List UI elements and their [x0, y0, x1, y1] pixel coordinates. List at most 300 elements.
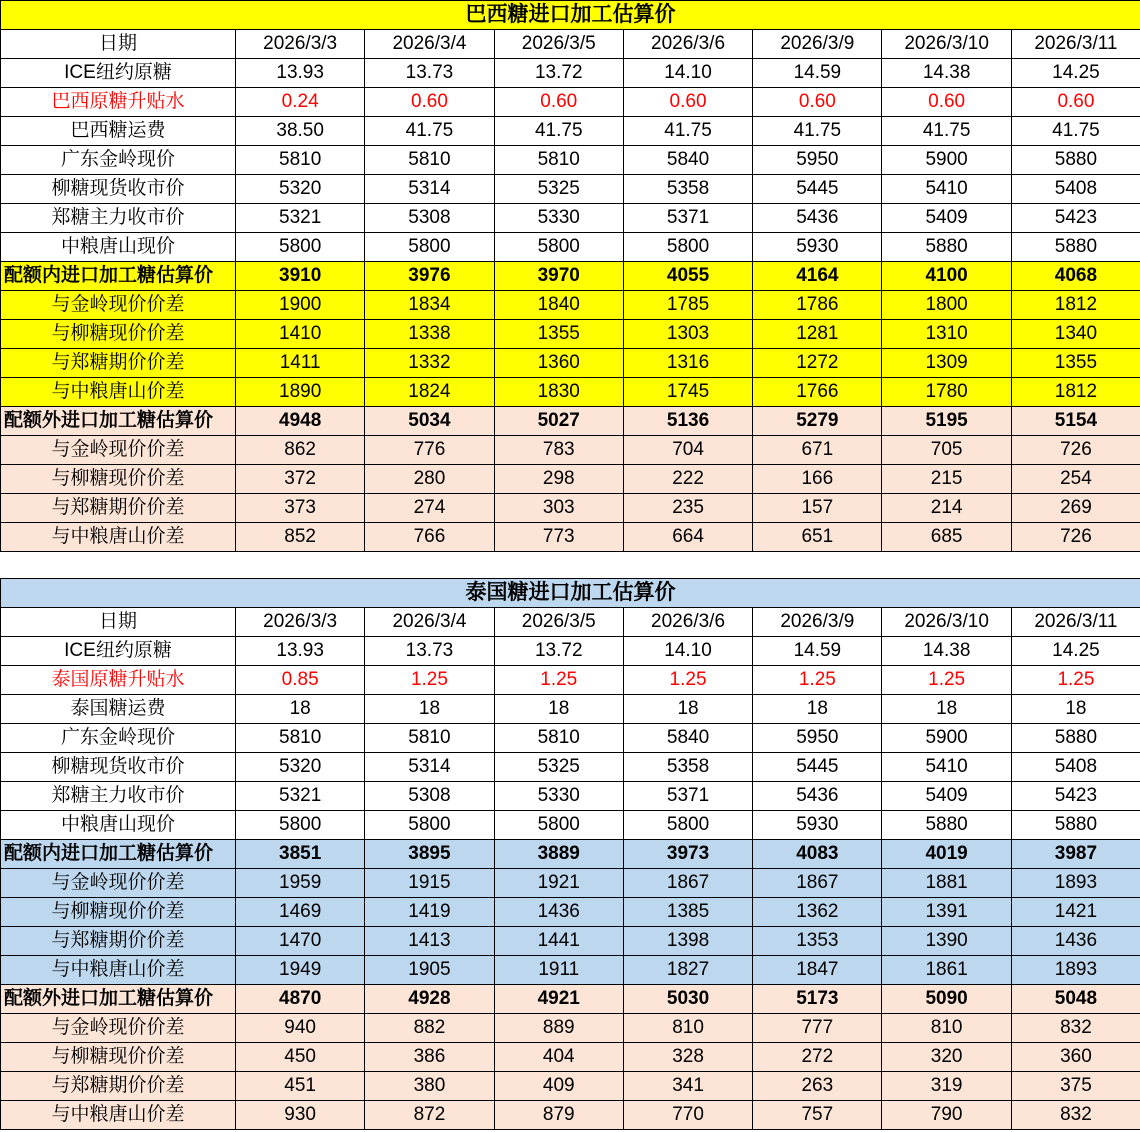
data-cell: 5810 [365, 724, 494, 753]
data-cell: 5034 [365, 407, 494, 436]
data-cell: 1890 [236, 378, 365, 407]
data-cell: 5330 [494, 782, 623, 811]
data-cell: 726 [1011, 523, 1140, 552]
data-cell: 18 [236, 695, 365, 724]
data-cell: 852 [236, 523, 365, 552]
table-row [1, 695, 1140, 724]
data-cell: 5810 [236, 724, 365, 753]
table-row [1, 869, 1140, 898]
data-cell: 1.25 [1011, 666, 1140, 695]
table-row [1, 233, 1140, 262]
row-label: 与郑糖期价价差 [1, 927, 236, 956]
row-label: 郑糖主力收市价 [1, 782, 236, 811]
data-cell: 1391 [882, 898, 1011, 927]
data-cell: 1824 [365, 378, 494, 407]
data-cell: 5308 [365, 782, 494, 811]
data-cell: 5320 [236, 753, 365, 782]
row-label: 配额内进口加工糖估算价 [1, 262, 236, 291]
row-label: 与郑糖期价价差 [1, 349, 236, 378]
data-cell: 5136 [623, 407, 752, 436]
data-cell: 766 [365, 523, 494, 552]
data-cell: 4100 [882, 262, 1011, 291]
data-cell: 5358 [623, 753, 752, 782]
row-label: 与中粮唐山价差 [1, 1101, 236, 1130]
data-cell: 1766 [753, 378, 882, 407]
data-cell: 5030 [623, 985, 752, 1014]
data-cell: 1436 [494, 898, 623, 927]
data-cell: 1309 [882, 349, 1011, 378]
date-row-label: 日期 [1, 30, 236, 59]
data-cell: 1827 [623, 956, 752, 985]
data-cell: 13.93 [236, 637, 365, 666]
data-cell: 5810 [236, 146, 365, 175]
data-cell: 5800 [623, 811, 752, 840]
data-cell: 5950 [753, 724, 882, 753]
data-cell: 5173 [753, 985, 882, 1014]
data-cell: 1355 [494, 320, 623, 349]
data-cell: 18 [1011, 695, 1140, 724]
table-row [1, 1014, 1140, 1043]
data-cell: 5800 [623, 233, 752, 262]
data-cell: 777 [753, 1014, 882, 1043]
date-cell: 2026/3/9 [753, 30, 882, 59]
data-cell: 1340 [1011, 320, 1140, 349]
data-cell: 13.72 [494, 637, 623, 666]
data-cell: 14.38 [882, 59, 1011, 88]
data-cell: 360 [1011, 1043, 1140, 1072]
data-cell: 5321 [236, 204, 365, 233]
data-cell: 41.75 [1011, 117, 1140, 146]
row-label: 广东金岭现价 [1, 146, 236, 175]
row-label: 柳糖现货收市价 [1, 753, 236, 782]
table-row [1, 898, 1140, 927]
data-cell: 930 [236, 1101, 365, 1130]
data-cell: 41.75 [623, 117, 752, 146]
data-cell: 380 [365, 1072, 494, 1101]
data-cell: 14.25 [1011, 637, 1140, 666]
data-cell: 1949 [236, 956, 365, 985]
data-cell: 776 [365, 436, 494, 465]
data-cell: 5880 [882, 811, 1011, 840]
data-cell: 1881 [882, 869, 1011, 898]
data-cell: 4870 [236, 985, 365, 1014]
data-cell: 0.60 [1011, 88, 1140, 117]
data-cell: 0.60 [753, 88, 882, 117]
data-cell: 1410 [236, 320, 365, 349]
data-cell: 38.50 [236, 117, 365, 146]
row-label: 与柳糖现价价差 [1, 1043, 236, 1072]
data-cell: 1470 [236, 927, 365, 956]
date-cell: 2026/3/5 [494, 30, 623, 59]
table-row [1, 811, 1140, 840]
data-cell: 328 [623, 1043, 752, 1072]
row-label: 与郑糖期价价差 [1, 1072, 236, 1101]
data-cell: 0.85 [236, 666, 365, 695]
data-cell: 5321 [236, 782, 365, 811]
data-cell: 1332 [365, 349, 494, 378]
data-cell: 5423 [1011, 782, 1140, 811]
data-cell: 280 [365, 465, 494, 494]
row-label: 与柳糖现价价差 [1, 465, 236, 494]
data-cell: 5880 [882, 233, 1011, 262]
data-cell: 5800 [365, 233, 494, 262]
data-cell: 5900 [882, 724, 1011, 753]
data-cell: 375 [1011, 1072, 1140, 1101]
data-cell: 1893 [1011, 956, 1140, 985]
data-cell: 5371 [623, 782, 752, 811]
data-cell: 4055 [623, 262, 752, 291]
data-cell: 1360 [494, 349, 623, 378]
row-label: 郑糖主力收市价 [1, 204, 236, 233]
table-row [1, 523, 1140, 552]
table-title: 泰国糖进口加工估算价 [1, 579, 1140, 608]
data-cell: 1847 [753, 956, 882, 985]
data-cell: 5880 [1011, 811, 1140, 840]
data-cell: 13.93 [236, 59, 365, 88]
date-cell: 2026/3/4 [365, 608, 494, 637]
data-cell: 14.38 [882, 637, 1011, 666]
row-label: 与柳糖现价价差 [1, 320, 236, 349]
data-cell: 1316 [623, 349, 752, 378]
data-cell: 3889 [494, 840, 623, 869]
data-cell: 13.73 [365, 637, 494, 666]
row-label: 中粮唐山现价 [1, 233, 236, 262]
data-cell: 373 [236, 494, 365, 523]
data-cell: 404 [494, 1043, 623, 1072]
table-row [1, 465, 1140, 494]
row-label: 与金岭现价价差 [1, 291, 236, 320]
data-cell: 4083 [753, 840, 882, 869]
data-cell: 1.25 [494, 666, 623, 695]
data-cell: 1911 [494, 956, 623, 985]
data-cell: 0.60 [623, 88, 752, 117]
data-cell: 1900 [236, 291, 365, 320]
data-cell: 14.25 [1011, 59, 1140, 88]
data-cell: 215 [882, 465, 1011, 494]
data-cell: 5358 [623, 175, 752, 204]
data-cell: 214 [882, 494, 1011, 523]
data-cell: 5800 [236, 811, 365, 840]
row-label: 巴西糖运费 [1, 117, 236, 146]
data-cell: 386 [365, 1043, 494, 1072]
table-row [1, 349, 1140, 378]
data-cell: 5027 [494, 407, 623, 436]
data-cell: 1281 [753, 320, 882, 349]
data-cell: 5840 [623, 146, 752, 175]
date-cell: 2026/3/4 [365, 30, 494, 59]
table-row [1, 494, 1140, 523]
table-row [1, 927, 1140, 956]
data-cell: 726 [1011, 436, 1140, 465]
table-gap [0, 552, 1140, 578]
data-cell: 1.25 [365, 666, 494, 695]
data-cell: 5930 [753, 811, 882, 840]
data-cell: 1398 [623, 927, 752, 956]
table-row [1, 782, 1140, 811]
brazil-sugar-table [0, 0, 1140, 552]
row-label: 配额内进口加工糖估算价 [1, 840, 236, 869]
data-cell: 4164 [753, 262, 882, 291]
data-cell: 5930 [753, 233, 882, 262]
data-cell: 1469 [236, 898, 365, 927]
data-cell: 1362 [753, 898, 882, 927]
data-cell: 5880 [1011, 724, 1140, 753]
data-cell: 704 [623, 436, 752, 465]
data-cell: 1385 [623, 898, 752, 927]
data-cell: 3895 [365, 840, 494, 869]
data-cell: 263 [753, 1072, 882, 1101]
data-cell: 18 [365, 695, 494, 724]
data-cell: 0.60 [365, 88, 494, 117]
data-cell: 783 [494, 436, 623, 465]
data-cell: 790 [882, 1101, 1011, 1130]
data-cell: 1355 [1011, 349, 1140, 378]
data-cell: 274 [365, 494, 494, 523]
data-cell: 41.75 [494, 117, 623, 146]
data-cell: 5800 [236, 233, 365, 262]
table-row [1, 59, 1140, 88]
row-label: ICE纽约原糖 [1, 59, 236, 88]
data-cell: 1390 [882, 927, 1011, 956]
row-label: 与金岭现价价差 [1, 869, 236, 898]
data-cell: 872 [365, 1101, 494, 1130]
table-row [1, 1101, 1140, 1130]
row-label: 与郑糖期价价差 [1, 494, 236, 523]
data-cell: 1785 [623, 291, 752, 320]
data-cell: 303 [494, 494, 623, 523]
data-cell: 14.10 [623, 59, 752, 88]
data-cell: 862 [236, 436, 365, 465]
data-cell: 5314 [365, 753, 494, 782]
data-cell: 5154 [1011, 407, 1140, 436]
data-cell: 5423 [1011, 204, 1140, 233]
data-cell: 5436 [753, 782, 882, 811]
data-cell: 5800 [494, 233, 623, 262]
data-cell: 272 [753, 1043, 882, 1072]
table-row [1, 1043, 1140, 1072]
data-cell: 1812 [1011, 291, 1140, 320]
data-cell: 1893 [1011, 869, 1140, 898]
data-cell: 882 [365, 1014, 494, 1043]
data-cell: 5900 [882, 146, 1011, 175]
row-label: 与金岭现价价差 [1, 1014, 236, 1043]
date-cell: 2026/3/11 [1011, 608, 1140, 637]
row-label: 广东金岭现价 [1, 724, 236, 753]
table-row [1, 262, 1140, 291]
data-cell: 5195 [882, 407, 1011, 436]
data-cell: 1413 [365, 927, 494, 956]
data-cell: 3970 [494, 262, 623, 291]
data-cell: 41.75 [753, 117, 882, 146]
data-cell: 0.60 [494, 88, 623, 117]
data-cell: 5410 [882, 175, 1011, 204]
data-cell: 5320 [236, 175, 365, 204]
row-label: 与中粮唐山价差 [1, 956, 236, 985]
data-cell: 3851 [236, 840, 365, 869]
table-row [1, 88, 1140, 117]
date-cell: 2026/3/5 [494, 608, 623, 637]
data-cell: 41.75 [882, 117, 1011, 146]
data-cell: 14.59 [753, 637, 882, 666]
data-cell: 5409 [882, 204, 1011, 233]
date-cell: 2026/3/6 [623, 608, 752, 637]
data-cell: 5279 [753, 407, 882, 436]
data-cell: 773 [494, 523, 623, 552]
data-cell: 409 [494, 1072, 623, 1101]
data-cell: 5810 [365, 146, 494, 175]
data-cell: 1800 [882, 291, 1011, 320]
data-cell: 1812 [1011, 378, 1140, 407]
data-cell: 5445 [753, 175, 882, 204]
data-cell: 705 [882, 436, 1011, 465]
table-row [1, 117, 1140, 146]
data-cell: 5880 [1011, 146, 1140, 175]
data-cell: 1905 [365, 956, 494, 985]
row-label: ICE纽约原糖 [1, 637, 236, 666]
data-cell: 1834 [365, 291, 494, 320]
table-row [1, 407, 1140, 436]
table-row [1, 666, 1140, 695]
data-cell: 1861 [882, 956, 1011, 985]
table-row [1, 637, 1140, 666]
data-cell: 5810 [494, 146, 623, 175]
table-row [1, 291, 1140, 320]
data-cell: 1.25 [623, 666, 752, 695]
data-cell: 320 [882, 1043, 1011, 1072]
data-cell: 810 [882, 1014, 1011, 1043]
date-cell: 2026/3/3 [236, 30, 365, 59]
date-row-label: 日期 [1, 608, 236, 637]
table-title: 巴西糖进口加工估算价 [1, 1, 1140, 30]
data-cell: 451 [236, 1072, 365, 1101]
data-cell: 5410 [882, 753, 1011, 782]
data-cell: 4921 [494, 985, 623, 1014]
row-label: 与金岭现价价差 [1, 436, 236, 465]
data-cell: 1419 [365, 898, 494, 927]
row-label: 与中粮唐山价差 [1, 378, 236, 407]
data-cell: 4928 [365, 985, 494, 1014]
data-cell: 41.75 [365, 117, 494, 146]
data-cell: 832 [1011, 1101, 1140, 1130]
data-cell: 4019 [882, 840, 1011, 869]
data-cell: 810 [623, 1014, 752, 1043]
data-cell: 5409 [882, 782, 1011, 811]
table-row [1, 146, 1140, 175]
date-cell: 2026/3/11 [1011, 30, 1140, 59]
date-cell: 2026/3/10 [882, 30, 1011, 59]
data-cell: 3973 [623, 840, 752, 869]
data-cell: 664 [623, 523, 752, 552]
data-cell: 5800 [494, 811, 623, 840]
data-cell: 157 [753, 494, 882, 523]
data-cell: 5371 [623, 204, 752, 233]
data-cell: 1310 [882, 320, 1011, 349]
data-cell: 4948 [236, 407, 365, 436]
data-cell: 1303 [623, 320, 752, 349]
data-cell: 4068 [1011, 262, 1140, 291]
data-cell: 1867 [623, 869, 752, 898]
data-cell: 5436 [753, 204, 882, 233]
data-cell: 1780 [882, 378, 1011, 407]
data-cell: 0.60 [882, 88, 1011, 117]
data-cell: 1441 [494, 927, 623, 956]
data-cell: 13.72 [494, 59, 623, 88]
data-cell: 5408 [1011, 753, 1140, 782]
table-row [1, 1072, 1140, 1101]
data-cell: 1272 [753, 349, 882, 378]
data-cell: 18 [882, 695, 1011, 724]
table-row [1, 204, 1140, 233]
data-cell: 14.10 [623, 637, 752, 666]
data-cell: 450 [236, 1043, 365, 1072]
data-cell: 298 [494, 465, 623, 494]
data-cell: 1436 [1011, 927, 1140, 956]
row-label: 与柳糖现价价差 [1, 898, 236, 927]
data-cell: 5810 [494, 724, 623, 753]
data-cell: 671 [753, 436, 882, 465]
data-cell: 18 [623, 695, 752, 724]
data-cell: 5325 [494, 753, 623, 782]
row-label: 泰国原糖升贴水 [1, 666, 236, 695]
data-cell: 269 [1011, 494, 1140, 523]
date-cell: 2026/3/6 [623, 30, 752, 59]
row-label: 泰国糖运费 [1, 695, 236, 724]
data-cell: 1915 [365, 869, 494, 898]
table-row [1, 985, 1140, 1014]
data-cell: 940 [236, 1014, 365, 1043]
data-cell: 1921 [494, 869, 623, 898]
data-cell: 372 [236, 465, 365, 494]
data-cell: 5445 [753, 753, 882, 782]
row-label: 与中粮唐山价差 [1, 523, 236, 552]
data-cell: 18 [494, 695, 623, 724]
data-cell: 1786 [753, 291, 882, 320]
data-cell: 222 [623, 465, 752, 494]
data-cell: 1.25 [753, 666, 882, 695]
data-cell: 5950 [753, 146, 882, 175]
data-cell: 5800 [365, 811, 494, 840]
table-row [1, 378, 1140, 407]
row-label: 柳糖现货收市价 [1, 175, 236, 204]
data-cell: 5308 [365, 204, 494, 233]
data-cell: 832 [1011, 1014, 1140, 1043]
data-cell: 3987 [1011, 840, 1140, 869]
table-row [1, 753, 1140, 782]
data-cell: 1353 [753, 927, 882, 956]
data-cell: 319 [882, 1072, 1011, 1101]
data-cell: 0.24 [236, 88, 365, 117]
data-cell: 5330 [494, 204, 623, 233]
data-cell: 1745 [623, 378, 752, 407]
data-cell: 166 [753, 465, 882, 494]
data-cell: 341 [623, 1072, 752, 1101]
data-cell: 3976 [365, 262, 494, 291]
data-cell: 5090 [882, 985, 1011, 1014]
data-cell: 1411 [236, 349, 365, 378]
table-row [1, 436, 1140, 465]
table-row [1, 320, 1140, 349]
table-row [1, 956, 1140, 985]
table-row [1, 175, 1140, 204]
data-cell: 757 [753, 1101, 882, 1130]
data-cell: 770 [623, 1101, 752, 1130]
data-cell: 5314 [365, 175, 494, 204]
data-cell: 879 [494, 1101, 623, 1130]
data-cell: 18 [753, 695, 882, 724]
row-label: 配额外进口加工糖估算价 [1, 407, 236, 436]
data-cell: 254 [1011, 465, 1140, 494]
data-cell: 1830 [494, 378, 623, 407]
